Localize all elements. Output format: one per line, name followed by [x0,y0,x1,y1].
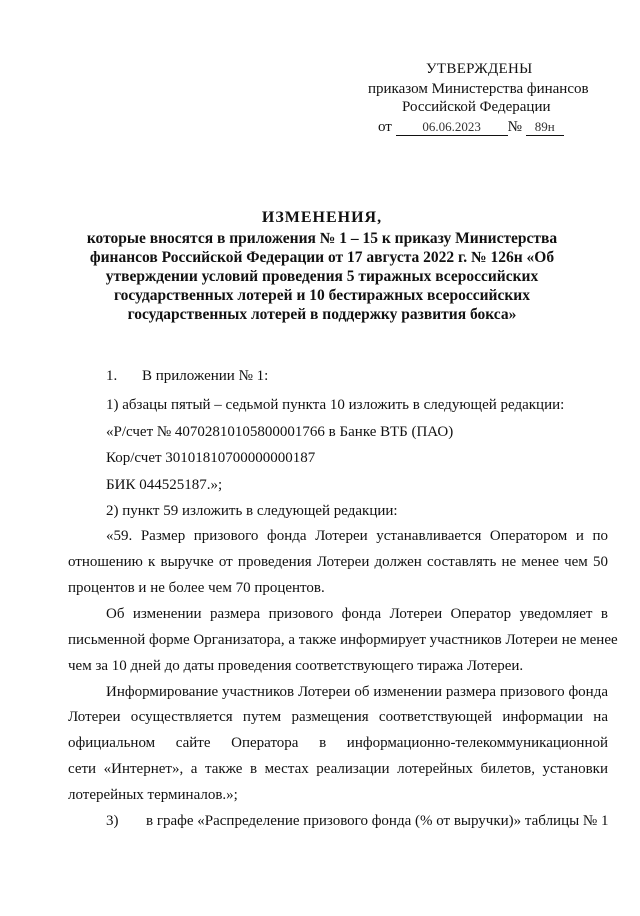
p59-line-2: отношению к выручке от проведения Лотереи должен составлять не менее чем 50 [68,554,608,570]
p59-line-1: «59. Размер призового фонда Лотереи устанавливается Оператором и по [106,528,608,544]
item-1-number: 1. [106,368,118,384]
approval-title: УТВЕРЖДЕНЫ [426,61,533,77]
approval-issuer-line-2: Российской Федерации [402,99,551,115]
subitem-3-number: 3) [106,813,119,829]
approval-issuer-line: приказом Министерства финансов [368,81,589,97]
heading-subtitle: которые вносятся в приложения № 1 – 15 к приказу Министерства финансов Российской Федерации от 17 августа 2022 г. № 126н «Об утверждении условий проведения 5 тиражных всероссийских государственных лотерей и 10 бестиражных всероссийских государственных лотерей в поддержку развития бокса» [86,230,558,323]
approval-date: 06.06.2023 [396,119,508,136]
corr-account-line: Кор/счет 30101810700000000187 [106,450,316,466]
paragraph-3-line-1: Информирование участников Лотереи об изменении размера призового фонда [106,684,608,700]
number-prefix: № [507,119,522,135]
account-line: «Р/счет № 40702810105800001766 в Банке ВТБ (ПАО) [106,424,454,440]
subitem-2: 2) пункт 59 изложить в следующей редакции: [106,503,398,519]
approval-date-row [378,116,564,138]
heading-title: ИЗМЕНЕНИЯ, [261,209,383,226]
approval-number: 89н [526,119,564,136]
p59-line-3: процентов и не более чем 70 процентов. [68,580,325,596]
paragraph-2-line-1: Об изменении размера призового фонда Лотереи Оператор уведомляет в [106,606,608,622]
bik-line: БИК 044525187.»; [106,477,223,493]
paragraph-2-line-2: письменной форме Организатора, а также информирует участников Лотереи не менее [68,632,618,648]
item-1-text: В приложении № 1: [142,368,269,384]
document-heading [56,208,588,324]
date-prefix: от [378,119,392,135]
subitem-3-text: в графе «Распределение призового фонда (% от выручки)» таблицы № 1 [146,813,609,829]
paragraph-2-line-3: чем за 10 дней до даты проведения соответствующего тиража Лотереи. [68,658,524,674]
paragraph-3-line-5: лотерейных терминалов.»; [68,787,238,803]
paragraph-3-line-3: официальном сайте Оператора в информационно-телекоммуникационной [68,735,608,751]
paragraph-3-line-4: сети «Интернет», а также в местах реализации лотерейных билетов, установки [68,761,608,777]
subitem-1: 1) абзацы пятый – седьмой пункта 10 изложить в следующей редакции: [106,397,565,413]
paragraph-3-line-2: Лотереи осуществляется путем размещения соответствующей информации на [68,709,608,725]
